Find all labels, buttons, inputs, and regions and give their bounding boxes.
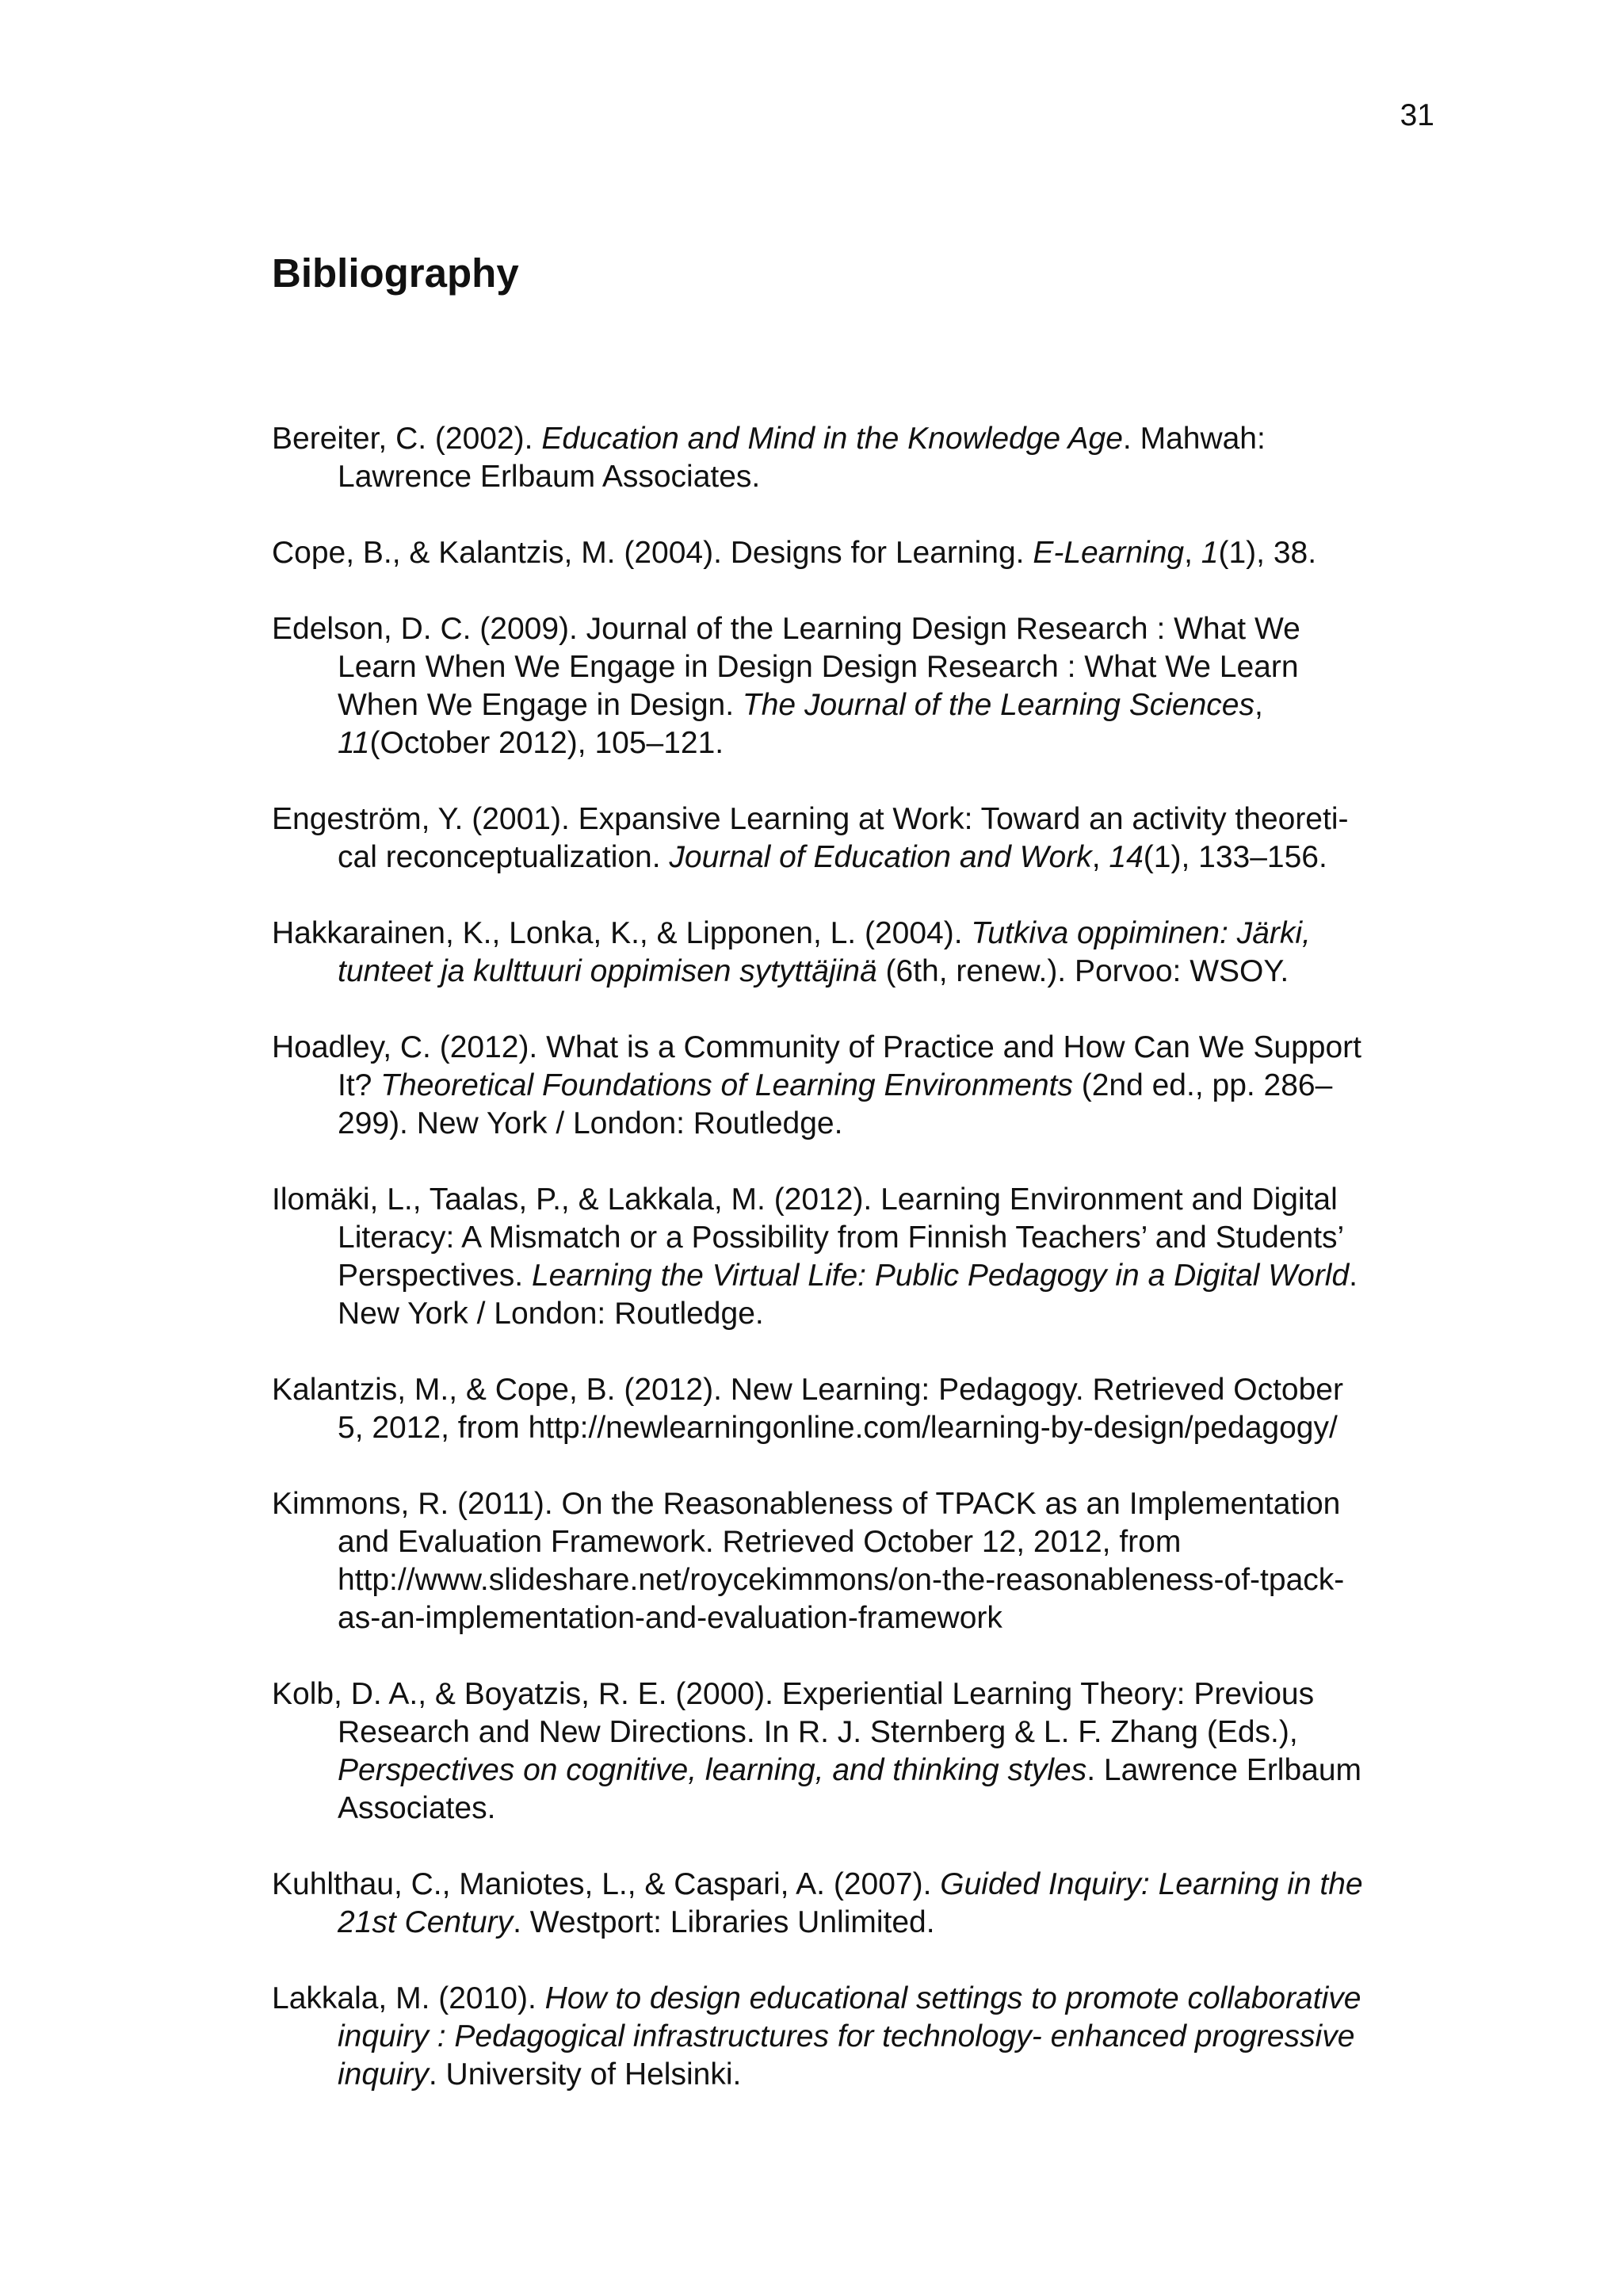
reference-text: Learn When We Engage in Design Design Research : What We Learn (338, 650, 1299, 684)
reference-text: . Mahwah: (1122, 422, 1266, 456)
reference-entry (272, 1866, 1437, 1942)
reference-line (272, 1866, 1437, 1904)
reference-line (272, 1980, 1437, 2018)
reference-line (338, 1409, 1437, 1447)
reference-entry (272, 800, 1437, 877)
reference-text: Kalantzis, M., & Cope, B. (2012). New Learning: Pedagogy. Retrieved October (272, 1373, 1343, 1407)
reference-text: (October 2012), 105–121. (369, 726, 724, 760)
reference-entry (272, 420, 1437, 496)
reference-italic-text: inquiry (338, 2057, 429, 2092)
reference-text: Perspectives. (338, 1259, 532, 1293)
reference-entry (272, 1029, 1437, 1143)
reference-italic-text: How to design educational settings to promote collaborative (544, 1981, 1361, 2015)
reference-line (338, 458, 1437, 496)
reference-text: Lawrence Erlbaum Associates. (338, 460, 761, 494)
reference-line (338, 686, 1437, 724)
reference-entry (272, 1675, 1437, 1828)
reference-text: Hoadley, C. (2012). What is a Community of Practice and How Can We Support (272, 1030, 1361, 1064)
reference-text: New York / London: Routledge. (338, 1297, 764, 1331)
reference-text: , (1091, 840, 1109, 874)
reference-text: cal reconceptualization. (338, 840, 670, 874)
reference-line (272, 915, 1437, 953)
reference-line (338, 1904, 1437, 1942)
reference-text: http://www.slideshare.net/roycekimmons/on-the-reasonableness-of-tpack- (338, 1563, 1345, 1597)
reference-italic-text: Journal of Education and Work (669, 840, 1092, 874)
reference-italic-text: 11 (338, 726, 370, 760)
reference-entry (272, 915, 1437, 991)
reference-line (272, 1485, 1437, 1523)
reference-text: as-an-implementation-and-evaluation-framework (338, 1601, 1002, 1635)
reference-line (338, 1523, 1437, 1561)
reference-line (338, 1257, 1437, 1295)
reference-line (338, 1219, 1437, 1257)
reference-entry (272, 1371, 1437, 1447)
reference-text: Research and New Directions. In R. J. Sternberg & L. F. Zhang (Eds.), (338, 1715, 1298, 1749)
reference-text: . Lawrence Erlbaum (1086, 1753, 1362, 1787)
reference-list (272, 420, 1437, 2132)
reference-line (338, 648, 1437, 686)
reference-line (338, 1752, 1437, 1790)
reference-text: (1), 38. (1218, 536, 1317, 570)
reference-text: Associates. (338, 1791, 496, 1825)
reference-italic-text: Theoretical Foundations of Learning Environments (380, 1068, 1073, 1102)
reference-italic-text: E-Learning (1033, 536, 1185, 570)
reference-italic-text: Tutkiva oppiminen: Järki, (971, 916, 1311, 950)
reference-text: Literacy: A Mismatch or a Possibility from Finnish Teachers’ and Students’ (338, 1221, 1345, 1255)
reference-italic-text: 21st Century (338, 1905, 514, 1939)
reference-line (338, 1599, 1437, 1637)
reference-text: and Evaluation Framework. Retrieved October 12, 2012, from (338, 1525, 1182, 1559)
reference-text: Lakkala, M. (2010). (272, 1981, 545, 2015)
reference-text: , (1254, 688, 1263, 722)
reference-line (338, 2018, 1437, 2056)
reference-italic-text: 1 (1201, 536, 1219, 570)
reference-text: . University of Helsinki. (428, 2057, 742, 2092)
reference-text: Ilomäki, L., Taalas, P., & Lakkala, M. (2012). Learning Environment and Digital (272, 1182, 1338, 1217)
reference-text: Hakkarainen, K., Lonka, K., & Lipponen, L. (2004). (272, 916, 972, 950)
reference-text: 299). New York / London: Routledge. (338, 1106, 843, 1140)
reference-text: (2nd ed., pp. 286– (1072, 1068, 1333, 1102)
page-number: 31 (1400, 98, 1434, 132)
reference-line (272, 610, 1437, 648)
reference-text: , (1184, 536, 1201, 570)
reference-line (338, 1295, 1437, 1333)
reference-italic-text: Perspectives on cognitive, learning, and thinking styles (338, 1753, 1087, 1787)
reference-italic-text: inquiry : Pedagogical infrastructures for technology- enhanced progressive (338, 2019, 1355, 2053)
page-title: Bibliography (272, 250, 519, 296)
reference-text: Bereiter, C. (2002). (272, 422, 542, 456)
reference-italic-text: Learning the Virtual Life: Public Pedagogy in a Digital World (531, 1259, 1350, 1293)
reference-line (272, 420, 1437, 458)
reference-italic-text: The Journal of the Learning Sciences (742, 688, 1254, 722)
reference-line (272, 1029, 1437, 1067)
reference-entry (272, 1181, 1437, 1333)
reference-entry (272, 610, 1437, 762)
reference-line (338, 953, 1437, 991)
reference-entry (272, 1980, 1437, 2094)
reference-line (272, 1181, 1437, 1219)
reference-line (338, 724, 1437, 762)
reference-italic-text: tunteet ja kulttuuri oppimisen sytyttäjinä (338, 954, 877, 988)
reference-text: . (1349, 1259, 1358, 1293)
reference-line (272, 1675, 1437, 1713)
reference-entry (272, 1485, 1437, 1637)
reference-text: Edelson, D. C. (2009). Journal of the Learning Design Research : What We (272, 612, 1300, 646)
reference-line (338, 1713, 1437, 1752)
reference-text: 5, 2012, from http://newlearningonline.com/learning-by-design/pedagogy/ (338, 1411, 1338, 1445)
reference-entry (272, 534, 1437, 572)
reference-text: It? (338, 1068, 381, 1102)
reference-text: Kimmons, R. (2011). On the Reasonableness of TPACK as an Implementation (272, 1487, 1341, 1521)
reference-italic-text: Education and Mind in the Knowledge Age (541, 422, 1123, 456)
reference-text: Kuhlthau, C., Maniotes, L., & Caspari, A. (2007). (272, 1867, 941, 1901)
reference-text: (6th, renew.). Porvoo: WSOY. (876, 954, 1289, 988)
reference-text: (1), 133–156. (1143, 840, 1327, 874)
reference-text: . Westport: Libraries Unlimited. (513, 1905, 935, 1939)
reference-line (272, 1371, 1437, 1409)
reference-line (272, 534, 1437, 572)
reference-text: Kolb, D. A., & Boyatzis, R. E. (2000). Experiential Learning Theory: Previous (272, 1677, 1315, 1711)
reference-line (338, 1561, 1437, 1599)
reference-line (338, 2056, 1437, 2094)
reference-italic-text: 14 (1109, 840, 1144, 874)
reference-text: Cope, B., & Kalantzis, M. (2004). Designs for Learning. (272, 536, 1033, 570)
reference-italic-text: Guided Inquiry: Learning in the (940, 1867, 1363, 1901)
reference-line (338, 839, 1437, 877)
reference-line (338, 1067, 1437, 1105)
reference-text: When We Engage in Design. (338, 688, 743, 722)
reference-line (272, 800, 1437, 839)
reference-text: Engeström, Y. (2001). Expansive Learning at Work: Toward an activity theoreti- (272, 802, 1349, 836)
reference-line (338, 1790, 1437, 1828)
reference-line (338, 1105, 1437, 1143)
